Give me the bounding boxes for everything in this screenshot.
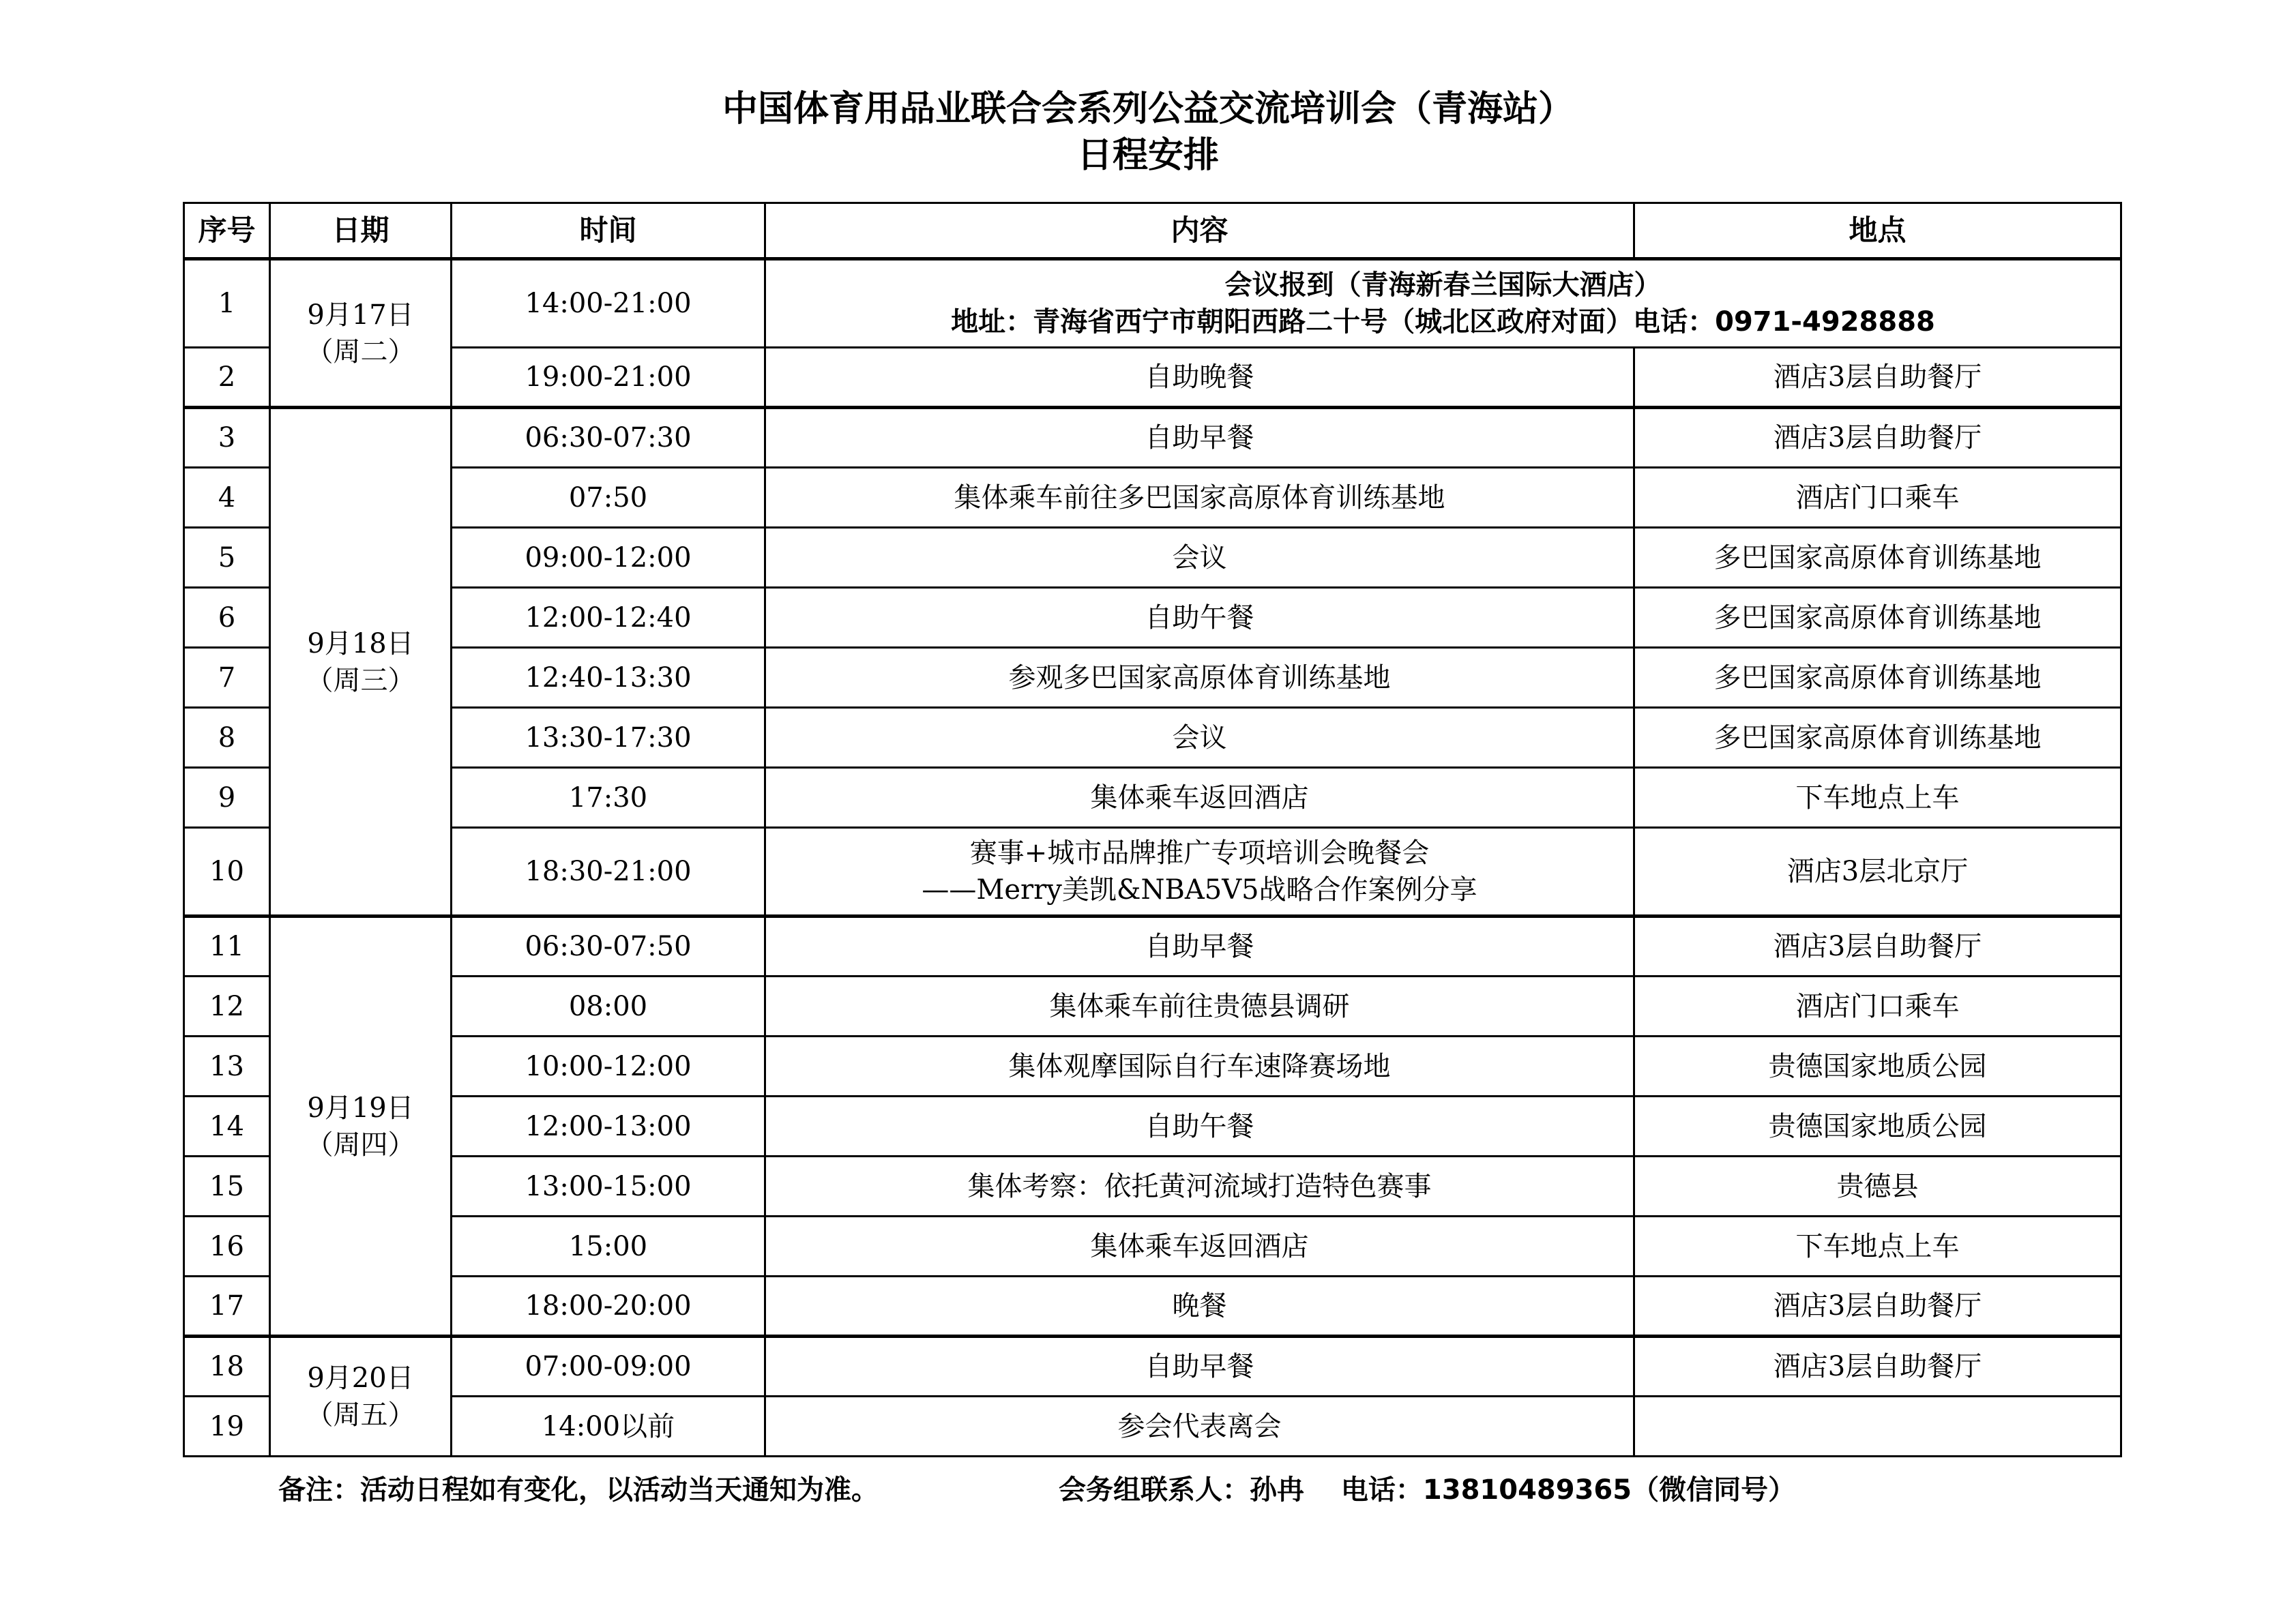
time-cell: 18:00-20:00: [452, 1277, 765, 1337]
seq-cell: 14: [184, 1097, 270, 1157]
seq-cell: 16: [184, 1217, 270, 1277]
registration-address: 地址：青海省西宁市朝阳西路二十号（城北区政府对面）电话：0971-4928888: [951, 306, 1935, 338]
footer-note: 备注：活动日程如有变化，以活动当天通知为准。: [278, 1474, 879, 1506]
seq-cell: 15: [184, 1157, 270, 1217]
table-row: [184, 528, 2121, 588]
footer-contact: 会务组联系人：孙冉 电话：13810489365（微信同号）: [1059, 1474, 1796, 1506]
time-cell: 14:00-21:00: [452, 259, 765, 348]
content-cell: 集体观摩国际自行车速降赛场地: [765, 1037, 1634, 1097]
location-cell: 多巴国家高原体育训练基地: [1634, 708, 2121, 768]
date-cell: [270, 917, 452, 1337]
weekday-text: （周三）: [306, 664, 415, 696]
table-row: [184, 977, 2121, 1037]
table-row: [184, 1037, 2121, 1097]
content-cell: 自助早餐: [765, 408, 1634, 468]
table-row: [184, 1097, 2121, 1157]
seq-cell: 3: [184, 408, 270, 468]
location-cell: 酒店3层自助餐厅: [1634, 917, 2121, 977]
seq-cell: 7: [184, 648, 270, 708]
seq-cell: 2: [184, 348, 270, 408]
date-cell: [270, 259, 452, 408]
time-cell: 07:00-09:00: [452, 1337, 765, 1397]
time-cell: 17:30: [452, 768, 765, 828]
time-cell: 12:00-12:40: [452, 588, 765, 648]
time-cell: 10:00-12:00: [452, 1037, 765, 1097]
location-cell: 贵德国家地质公园: [1634, 1037, 2121, 1097]
location-cell: 多巴国家高原体育训练基地: [1634, 528, 2121, 588]
seq-cell: 5: [184, 528, 270, 588]
time-cell: 19:00-21:00: [452, 348, 765, 408]
location-cell: 酒店门口乘车: [1634, 468, 2121, 528]
weekday-text: （周五）: [306, 1399, 415, 1431]
table-row: [184, 1217, 2121, 1277]
content-cell: 集体乘车前往贵德县调研: [765, 977, 1634, 1037]
weekday-text: （周二）: [306, 336, 415, 368]
table-row: [184, 468, 2121, 528]
document-subtitle: 日程安排: [1076, 135, 1219, 176]
location-cell: 酒店门口乘车: [1634, 977, 2121, 1037]
time-cell: 13:00-15:00: [452, 1157, 765, 1217]
seq-cell: 13: [184, 1037, 270, 1097]
time-cell: 12:00-13:00: [452, 1097, 765, 1157]
content-cell: 会议: [765, 528, 1634, 588]
header-time: 时间: [452, 203, 765, 259]
seq-cell: 18: [184, 1337, 270, 1397]
seq-cell: 12: [184, 977, 270, 1037]
location-cell: 多巴国家高原体育训练基地: [1634, 588, 2121, 648]
weekday-text: （周四）: [306, 1129, 415, 1161]
time-cell: 08:00: [452, 977, 765, 1037]
table-row: [184, 1157, 2121, 1217]
time-cell: 15:00: [452, 1217, 765, 1277]
content-cell: 自助早餐: [765, 917, 1634, 977]
time-cell: 12:40-13:30: [452, 648, 765, 708]
content-cell: 自助晚餐: [765, 348, 1634, 408]
content-line: ——Merry美凯&NBA5V5战略合作案例分享: [922, 874, 1477, 906]
seq-cell: 4: [184, 468, 270, 528]
table-row: [184, 1277, 2121, 1337]
time-cell: 06:30-07:30: [452, 408, 765, 468]
table-row: [184, 348, 2121, 408]
table-row: [184, 768, 2121, 828]
location-cell: 贵德国家地质公园: [1634, 1097, 2121, 1157]
time-cell: 13:30-17:30: [452, 708, 765, 768]
registration-title: 会议报到（青海新春兰国际大酒店）: [1224, 269, 1662, 301]
table-row: [184, 648, 2121, 708]
seq-cell: 8: [184, 708, 270, 768]
table-row: [184, 1397, 2121, 1457]
content-cell: [765, 828, 1634, 917]
seq-cell: 19: [184, 1397, 270, 1457]
content-cell: 集体考察：依托黄河流域打造特色赛事: [765, 1157, 1634, 1217]
registration-cell: [765, 259, 2121, 348]
date-text: 9月20日: [307, 1363, 414, 1394]
table-row: [184, 708, 2121, 768]
location-cell: 酒店3层自助餐厅: [1634, 408, 2121, 468]
schedule-table: [183, 202, 2122, 1457]
content-cell: 集体乘车返回酒店: [765, 768, 1634, 828]
date-cell: [270, 1337, 452, 1457]
content-line: 赛事+城市品牌推广专项培训会晚餐会: [969, 837, 1430, 869]
table-row: [184, 408, 2121, 468]
content-cell: 参观多巴国家高原体育训练基地: [765, 648, 1634, 708]
date-cell: [270, 408, 452, 917]
date-text: 9月18日: [307, 627, 414, 659]
seq-cell: 10: [184, 828, 270, 917]
time-cell: 09:00-12:00: [452, 528, 765, 588]
date-text: 9月19日: [307, 1092, 414, 1124]
content-cell: 集体乘车返回酒店: [765, 1217, 1634, 1277]
time-cell: 18:30-21:00: [452, 828, 765, 917]
document-title: 中国体育用品业联合会系列公益交流培训会（青海站）: [722, 89, 1574, 130]
location-cell: 酒店3层自助餐厅: [1634, 1277, 2121, 1337]
table-row: [184, 917, 2121, 977]
seq-cell: 17: [184, 1277, 270, 1337]
content-cell: 会议: [765, 708, 1634, 768]
time-cell: 06:30-07:50: [452, 917, 765, 977]
content-cell: 晚餐: [765, 1277, 1634, 1337]
header-content: 内容: [765, 203, 1634, 259]
content-cell: 集体乘车前往多巴国家高原体育训练基地: [765, 468, 1634, 528]
location-cell: 酒店3层北京厅: [1634, 828, 2121, 917]
seq-cell: 1: [184, 259, 270, 348]
location-cell: 酒店3层自助餐厅: [1634, 348, 2121, 408]
header-seq: 序号: [184, 203, 270, 259]
time-cell: 14:00以前: [452, 1397, 765, 1457]
table-row: [184, 259, 2121, 348]
location-cell: 下车地点上车: [1634, 1217, 2121, 1277]
seq-cell: 9: [184, 768, 270, 828]
location-cell: 酒店3层自助餐厅: [1634, 1337, 2121, 1397]
table-row: [184, 1337, 2121, 1397]
location-cell: 贵德县: [1634, 1157, 2121, 1217]
content-cell: 自助午餐: [765, 1097, 1634, 1157]
seq-cell: 11: [184, 917, 270, 977]
location-cell: 下车地点上车: [1634, 768, 2121, 828]
time-cell: 07:50: [452, 468, 765, 528]
date-text: 9月17日: [307, 299, 414, 331]
location-cell: 多巴国家高原体育训练基地: [1634, 648, 2121, 708]
table-row: [184, 588, 2121, 648]
content-cell: 自助午餐: [765, 588, 1634, 648]
seq-cell: 6: [184, 588, 270, 648]
header-date: 日期: [270, 203, 452, 259]
header-location: 地点: [1634, 203, 2121, 259]
location-cell: [1634, 1397, 2121, 1457]
content-cell: 参会代表离会: [765, 1397, 1634, 1457]
content-cell: 自助早餐: [765, 1337, 1634, 1397]
table-header-row: [184, 203, 2121, 259]
table-row: [184, 828, 2121, 917]
